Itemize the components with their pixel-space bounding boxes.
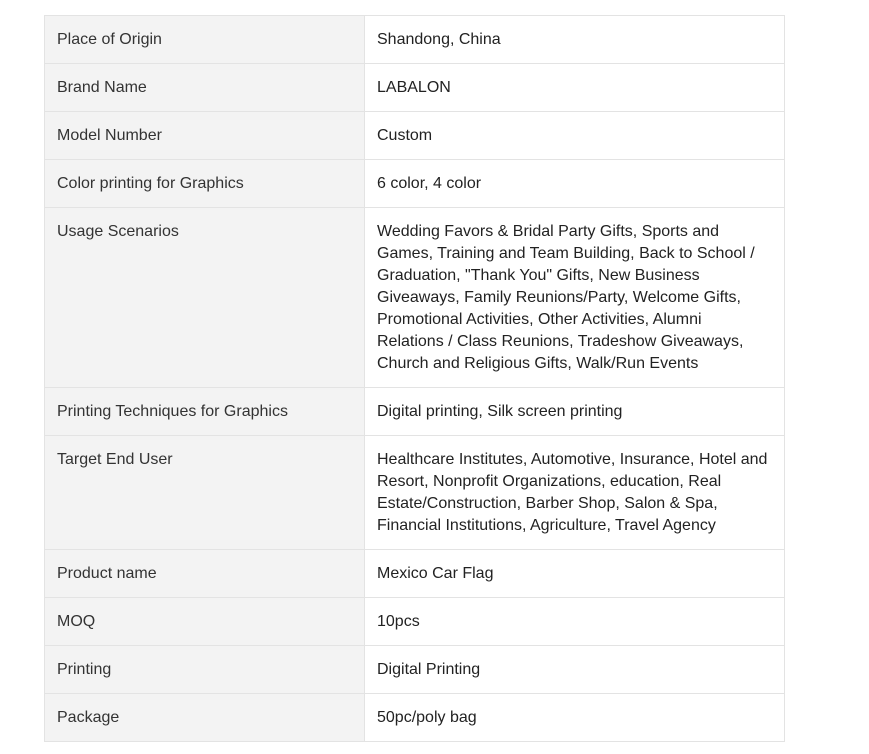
spec-value: Digital printing, Silk screen printing (365, 388, 785, 436)
spec-value: Shandong, China (365, 16, 785, 64)
spec-value: Wedding Favors & Bridal Party Gifts, Sports and Games, Training and Team Building, Back to School / Graduation, "Thank You" Gifts, New Business Giveaways, Family Reunions/Party, Welcome Gifts, Promotional Activities, Other Activities, Alumni Relations / Class Reunions, Tradeshow Giveaways, Church and Religious Gifts, Walk/Run Events (365, 208, 785, 388)
table-row (45, 208, 785, 388)
spec-value: Mexico Car Flag (365, 550, 785, 598)
table-row (45, 646, 785, 694)
spec-value: Digital Printing (365, 646, 785, 694)
table-row (45, 388, 785, 436)
spec-value: LABALON (365, 64, 785, 112)
table-row (45, 550, 785, 598)
product-spec-table (44, 15, 785, 742)
table-row (45, 160, 785, 208)
table-row (45, 694, 785, 742)
spec-label: MOQ (45, 598, 365, 646)
spec-value: Healthcare Institutes, Automotive, Insurance, Hotel and Resort, Nonprofit Organizations, education, Real Estate/Construction, Barber Shop, Salon & Spa, Financial Institutions, Agriculture, Travel Agency (365, 436, 785, 550)
spec-value: 6 color, 4 color (365, 160, 785, 208)
table-row (45, 64, 785, 112)
spec-value: 10pcs (365, 598, 785, 646)
spec-label: Target End User (45, 436, 365, 550)
spec-label: Product name (45, 550, 365, 598)
spec-label: Model Number (45, 112, 365, 160)
spec-label: Usage Scenarios (45, 208, 365, 388)
spec-value: Custom (365, 112, 785, 160)
spec-label: Place of Origin (45, 16, 365, 64)
spec-label: Printing Techniques for Graphics (45, 388, 365, 436)
spec-value: 50pc/poly bag (365, 694, 785, 742)
spec-label: Brand Name (45, 64, 365, 112)
spec-label: Color printing for Graphics (45, 160, 365, 208)
table-row (45, 16, 785, 64)
table-row (45, 598, 785, 646)
table-row (45, 436, 785, 550)
spec-label: Printing (45, 646, 365, 694)
table-row (45, 112, 785, 160)
spec-label: Package (45, 694, 365, 742)
